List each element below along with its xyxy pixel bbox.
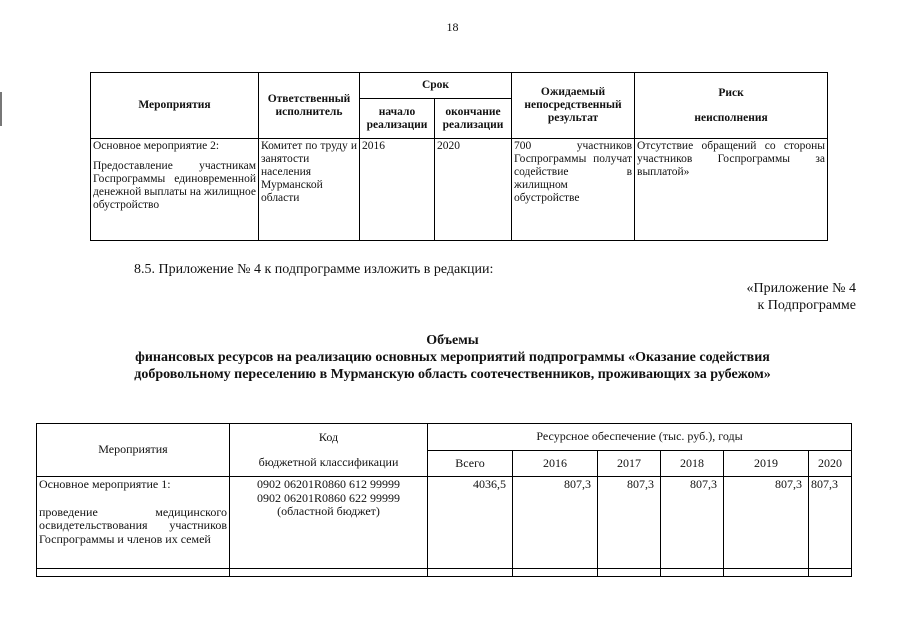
header-year-2019: 2019	[724, 451, 809, 477]
header-events: Мероприятия	[91, 73, 259, 139]
events-table	[90, 72, 828, 241]
event-cell	[37, 477, 230, 569]
scan-margin-mark	[0, 92, 2, 126]
table-row	[91, 139, 828, 241]
start-cell: 2016	[360, 139, 435, 241]
header-risk: Риск неисполнения	[635, 73, 828, 139]
header-expected-result: Ожидаемый непосредственный результат	[512, 73, 635, 139]
header-year-2018: 2018	[661, 451, 724, 477]
header-end: окончание реализации	[435, 99, 512, 139]
funding-table	[36, 423, 852, 577]
header-start: начало реализации	[360, 99, 435, 139]
expected-result-cell: 700 участников Госпрограммы получат содействие в жилищном обустройстве	[512, 139, 635, 241]
responsible-cell: Комитет по труду и занятости населения Мурманской области	[259, 139, 360, 241]
value-2019-cell: 807,3	[724, 477, 809, 569]
header-year-2017: 2017	[598, 451, 661, 477]
header-events: Мероприятия	[37, 424, 230, 477]
header-responsible: Ответственный исполнитель	[259, 73, 360, 139]
value-2017-cell: 807,3	[598, 477, 661, 569]
event-title: Основное мероприятие 2:	[93, 140, 220, 152]
annex-reference: «Приложение № 4 к Подпрограмме	[746, 281, 856, 313]
section-heading: Объемы финансовых ресурсов на реализацию основных мероприятий подпрограммы «Оказание содействия добровольному переселению в Мурманскую область соотечественников, проживающих за рубежом»	[134, 333, 771, 382]
risk-cell: Отсутствие обращений со стороны участников Госпрограммы за выплатой»	[635, 139, 828, 241]
budget-code-cell: 0902 06201R0860 612 99999 0902 06201R0860 622 99999 (областной бюджет)	[230, 477, 428, 569]
header-total: Всего	[428, 451, 513, 477]
table-row-spacer	[37, 569, 852, 577]
paragraph-8-5: 8.5. Приложение № 4 к подпрограмме изложить в редакции:	[134, 262, 494, 277]
header-year-2020: 2020	[809, 451, 852, 477]
event-description: Предоставление участникам Госпрограммы единовременной денежной выплаты на жилищное обустройство	[93, 160, 256, 211]
header-budget-code: Код бюджетной классификации	[230, 424, 428, 477]
value-2018-cell: 807,3	[661, 477, 724, 569]
header-term: Срок	[360, 73, 512, 99]
event-description: проведение медицинского освидетельствования участников Госпрограммы и членов их семей	[39, 504, 227, 546]
value-2016-cell: 807,3	[513, 477, 598, 569]
table-row	[37, 477, 852, 569]
event-cell	[91, 139, 259, 241]
header-resources: Ресурсное обеспечение (тыс. руб.), годы	[428, 424, 852, 451]
header-year-2016: 2016	[513, 451, 598, 477]
total-cell: 4036,5	[428, 477, 513, 569]
event-title: Основное мероприятие 1:	[39, 477, 171, 491]
end-cell: 2020	[435, 139, 512, 241]
page-number: 18	[446, 20, 459, 34]
value-2020-cell: 807,3	[809, 477, 852, 569]
